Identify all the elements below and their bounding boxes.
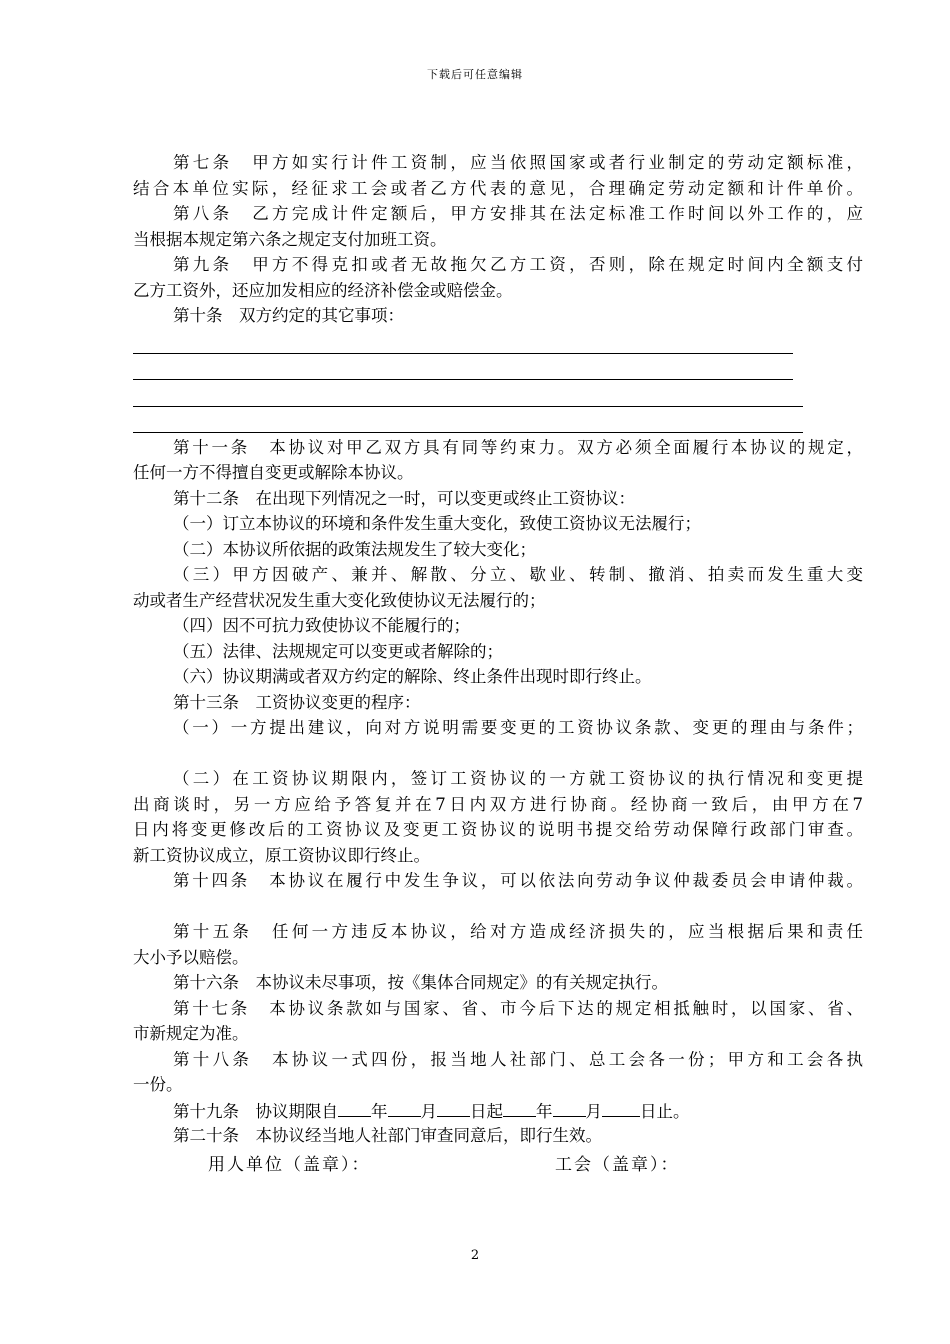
article-20: 第二十条 本协议经当地人社部门审查同意后，即行生效。 — [173, 1126, 602, 1145]
article-14: 第十四条 本协议在履行中发生争议，可以依法向劳动争议仲裁委员会申请仲裁。 — [173, 871, 863, 890]
end-month-label: 月 — [585, 1101, 602, 1121]
article-12-item-5: （五）法律、法规规定可以变更或者解除的； — [173, 641, 503, 661]
article-8-line-1: 第八条 乙方完成计件定额后，甲方安排其在法定标准工作时间以外工作的，应 — [173, 204, 863, 223]
article-8-line-2: 当根据本规定第六条之规定支付加班工资。 — [133, 229, 447, 249]
end-year-blank[interactable] — [503, 1098, 536, 1117]
article-13-item-2-line-1: （二）在工资协议期限内，签订工资协议的一方就工资协议的执行情况和变更提 — [173, 769, 863, 788]
article-18-line-1: 第十八条 本协议一式四份，报当地人社部门、总工会各一份；甲方和工会各执 — [173, 1049, 863, 1069]
article-13-item-2-line-2: 出商谈时，另一方应给予答复并在7日内双方进行协商。经协商一致后，由甲方在7 — [133, 794, 863, 814]
blank-line-3[interactable] — [133, 382, 803, 407]
article-12-item-6: （六）协议期满或者双方约定的解除、终止条件出现时即行终止。 — [173, 667, 652, 686]
article-7-line-1: 第七条 甲方如实行计件工资制，应当依照国家或者行业制定的劳动定额标准， — [173, 153, 863, 172]
article-17-line-1: 第十七条 本协议条款如与国家、省、市今后下达的规定相抵触时，以国家、省、 — [173, 998, 863, 1018]
article-9-line-2: 乙方工资外，还应加发相应的经济补偿金或赔偿金。 — [133, 280, 513, 300]
page-header: 下载后可任意编辑 — [427, 68, 523, 81]
end-day-blank[interactable] — [602, 1098, 640, 1117]
start-month-blank[interactable] — [388, 1098, 421, 1117]
article-12-item-3-line-1: （三）甲方因破产、兼并、解散、分立、歇业、转制、撤消、拍卖而发生重大变 — [173, 565, 863, 584]
end-year-label: 年 — [536, 1101, 553, 1121]
article-13-item-2-line-3: 日内将变更修改后的工资协议及变更工资协议的说明书提交给劳动保障行政部门审查。 — [133, 820, 863, 839]
end-day-label: 日止。 — [640, 1101, 690, 1121]
blank-line-4[interactable] — [133, 408, 803, 433]
year-label: 年 — [371, 1101, 388, 1121]
article-13: 第十三条 工资协议变更的程序： — [173, 692, 421, 712]
article-11-line-1: 第十一条 本协议对甲乙双方具有同等约束力。双方必须全面履行本协议的规定， — [173, 437, 863, 457]
article-16: 第十六条 本协议未尽事项，按《集体合同规定》的有关规定执行。 — [173, 973, 668, 992]
article-18-line-2: 一份。 — [133, 1075, 183, 1094]
start-day-blank[interactable] — [437, 1098, 470, 1117]
union-seal-label: 工会（盖章）： — [555, 1155, 680, 1175]
article-19-prefix: 第十九条 协议期限自 — [173, 1101, 338, 1121]
page-number: 2 — [470, 1248, 480, 1263]
article-19 — [133, 1098, 863, 1124]
article-7-line-2: 结合本单位实际，经征求工会或者乙方代表的意见，合理确定劳动定额和计件单价。 — [133, 178, 863, 198]
day-start-label: 日起 — [470, 1101, 503, 1121]
article-11-line-2: 任何一方不得擅自变更或解除本协议。 — [133, 463, 414, 482]
article-13-item-1: （一）一方提出建议，向对方说明需要变更的工资协议条款、变更的理由与条件； — [173, 718, 863, 737]
article-12-item-3-line-2: 动或者生产经营状况发生重大变化致使协议无法履行的； — [133, 590, 546, 610]
start-year-blank[interactable] — [338, 1098, 371, 1117]
article-15-line-2: 大小予以赔偿。 — [133, 947, 249, 967]
article-13-item-2-line-4: 新工资协议成立，原工资协议即行终止。 — [133, 845, 430, 865]
article-12: 第十二条 在出现下列情况之一时，可以变更或终止工资协议： — [173, 488, 635, 508]
month-label: 月 — [420, 1101, 437, 1121]
article-12-item-4: （四）因不可抗力致使协议不能履行的； — [173, 616, 470, 635]
article-15-line-1: 第十五条 任何一方违反本协议，给对方造成经济损失的，应当根据后果和责任 — [173, 922, 863, 941]
document-body — [133, 150, 863, 1149]
employer-seal-label: 用人单位（盖章）： — [208, 1155, 371, 1175]
end-month-blank[interactable] — [553, 1098, 586, 1117]
article-12-item-2: （二）本协议所依据的政策法规发生了较大变化； — [173, 539, 536, 559]
blank-line-1[interactable] — [133, 329, 793, 354]
article-10: 第十条 双方约定的其它事项： — [173, 306, 404, 325]
article-17-line-2: 市新规定为准。 — [133, 1024, 249, 1043]
blank-line-2[interactable] — [133, 355, 793, 380]
article-9-line-1: 第九条 甲方不得克扣或者无故拖欠乙方工资，否则，除在规定时间内全额支付 — [173, 255, 863, 274]
article-12-item-1: （一）订立本协议的环境和条件发生重大变化，致使工资协议无法履行； — [173, 514, 701, 533]
